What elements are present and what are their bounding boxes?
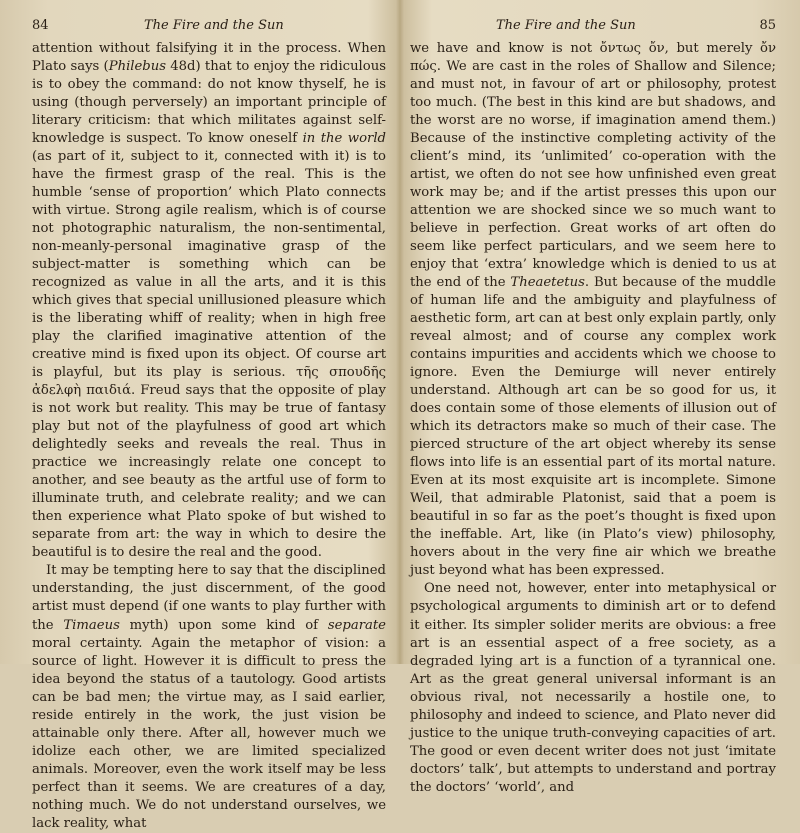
text-segment: 48d) that to enjoy the ridiculous is to obey the command: do not know thyself, he is using (though perversely) an important principle of literary criticism: that which militates against self-knowledge is suspect. To know oneself [32, 59, 386, 147]
page-header [32, 14, 386, 40]
text-segment: It may be tempting here to say that the disciplined understanding, the just discernment, of the good artist must depend (if one wants to play further with the [32, 563, 386, 633]
page-body [32, 40, 386, 833]
text-segment: attention without falsifying it in the process. When Plato says ( [32, 41, 386, 75]
text-segment: we have and know is not ὄντως ὄν, but merely ὄν πώς. We are cast in the roles of Shallow and Silence; and must not, in favour of art or philosophy, protest too much. (The best in this kind are but shadows, and the worst are no worse, if imagination amend them.) Because of the instinctive completing activity of the client’s mind, its ‘unlimited’ co-operation with the artist, we often do not see how unfinished even great work may be; and if the artist presses this upon our attention we are shocked since we so much want to believe in perfection. Great works of art often do seem like perfect particulars, and we seem here to enjoy that ‘extra’ knowledge which is denied to us at the end of the [410, 41, 776, 291]
page-number: 85 [759, 18, 776, 33]
text-segment: . But because of the muddle of human life and the ambiguity and playfulness of aesthetic form, art can at best only explain partly, only reveal almost; and of course any complex work contains impurities and accidents which we choose to ignore. Even the Demiurge will never entirely understand. Although art can be so good for us, it does contain some of those elements of illusion out of which its detractors make so much of their case. The pierced structure of the art object whereby its sense flows into life is an essential part of its mortal nature. Even at its most exquisite art is incomplete. Simone Weil, that admirable Platonist, said that a poem is beautiful in so far as the poet’s thought is fixed upon the ineffable. Art, like (in Plato’s view) philosophy, hovers about in the very fine air which we breathe just beyond what has been expressed. [410, 275, 776, 579]
page-body [410, 40, 776, 797]
text-segment: Philebus [108, 59, 167, 75]
right-page [400, 0, 800, 795]
running-head: The Fire and the Sun [144, 18, 284, 33]
page-header [410, 14, 776, 40]
text-segment: in the world [302, 131, 386, 147]
paragraph [32, 40, 386, 562]
text-segment: (as part of it, subject to it, connected with it) is to have the firmest grasp of the real. This is the humble ‘sense of proportion’ which Plato connects with virtue. Strong agile realism, which is of course not photographic naturalism, the non-sentimental, non-meanly-personal imaginative grasp of the subject-matter is something which can be recognized as value in all the arts, and it is this which gives that special unillusioned pleasure which is the liberating whiff of reality; when in high free play the clarified imaginative attention of the creative mind is fixed upon its object. Of course art is playful, but its play is serious. τῆς σπουδῆς ἀδελφὴ παιδιά. Freud says that the opposite of play is not work but reality. This may be true of fantasy play but not of the playfulness of good art which delightedly seeks and reveals the real. Thus in practice we increasingly relate one concept to another, and see beauty as the artful use of form to illuminate truth, and celebrate reality; and we can then experience what Plato spoke of but wished to separate from art: the way in which to desire the beautiful is to desire the real and the good. [32, 149, 386, 561]
text-segment: separate [327, 617, 386, 633]
page-number: 84 [32, 18, 49, 33]
text-segment: Theaetetus [510, 275, 585, 291]
left-page [0, 0, 400, 831]
text-segment: One need not, however, enter into metaphysical or psychological arguments to diminish art or to defend it either. Its simpler solider merits are obvious: a free art is an essential aspect of a free society, as a degraded lying art is a function of a tyrannical one. Art as the great general universal informant is an obvious rival, not necessarily a hostile one, to philosophy and indeed to science, and Plato never did justice to the unique truth-conveying capacities of art. The good or even decent writer does not just ‘imitate doctors’ talk’, but attempts to understand and portray the doctors’ ‘world’, and [410, 581, 776, 795]
paragraph [410, 40, 776, 580]
text-segment: Timaeus [63, 617, 120, 633]
paragraph [410, 580, 776, 796]
text-segment: myth) upon some kind of [119, 617, 328, 633]
running-head: The Fire and the Sun [496, 18, 636, 33]
text-segment: moral certainty. Again the metaphor of vision: a source of light. However it is difficult to press the idea beyond the status of a tautology. Good artists can be bad men; the virtue may, as I said earlier, reside entirely in the work, the just vision be attainable only there. After all, however much we idolize each other, we are limited specialized animals. Moreover, even the work itself may be less perfect than it seems. We are creatures of a day, nothing much. We do not understand ourselves, we lack reality, what [32, 635, 386, 831]
paragraph [32, 562, 386, 832]
